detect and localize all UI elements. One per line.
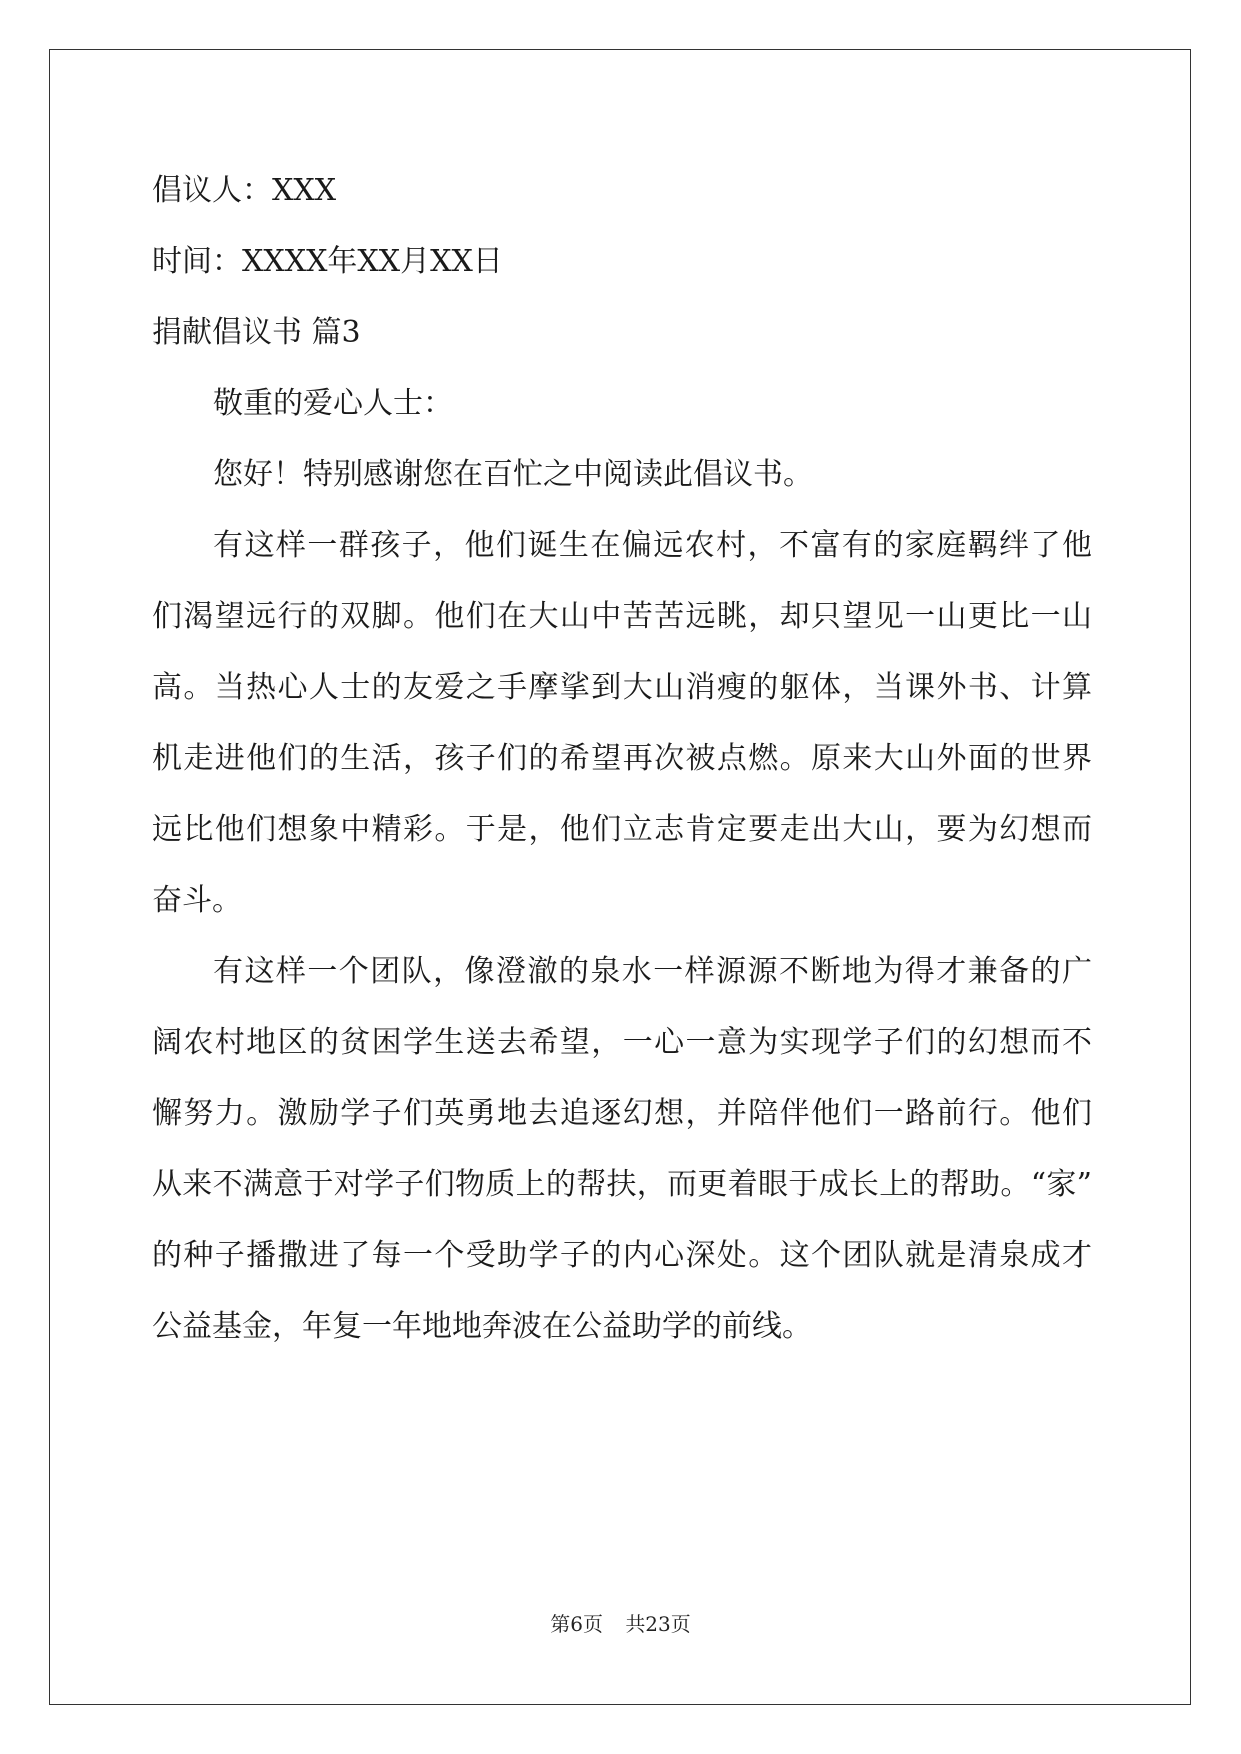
paragraph-1-line: 们渴望远行的双脚。他们在大山中苦苦远眺，却只望见一山更比一山: [152, 599, 1092, 634]
paragraph-2-line: 公益基金，年复一年地地奔波在公益助学的前线。: [152, 1309, 812, 1344]
section-title: 捐献倡议书 篇3: [152, 315, 361, 350]
page-footer: [0, 1608, 1241, 1637]
paragraph-2-line: 从来不满意于对学子们物质上的帮扶，而更着眼于成长上的帮助。“家”: [152, 1167, 1092, 1202]
page-border: [49, 49, 1191, 1705]
total-pages: 共23页: [625, 1612, 691, 1636]
paragraph-1-line: 奋斗。: [152, 883, 242, 918]
paragraph-2-line: 的种子播撒进了每一个受助学子的内心深处。这个团队就是清泉成才: [152, 1238, 1092, 1273]
paragraph-1-line: 有这样一群孩子，他们诞生在偏远农村，不富有的家庭羁绊了他: [213, 528, 1092, 563]
page-number: 第6页: [550, 1612, 603, 1636]
initiator-line: 倡议人：XXX: [152, 173, 337, 208]
paragraph-2-line: 有这样一个团队，像澄澈的泉水一样源源不断地为得才兼备的广: [213, 954, 1092, 989]
salutation: 敬重的爱心人士：: [213, 386, 453, 421]
paragraph-2-line: 懈努力。激励学子们英勇地去追逐幻想，并陪伴他们一路前行。他们: [152, 1096, 1092, 1131]
time-line: 时间：XXXX年XX月XX日: [152, 244, 503, 279]
paragraph-1-line: 机走进他们的生活，孩子们的希望再次被点燃。原来大山外面的世界: [152, 741, 1092, 776]
paragraph-1-line: 高。当热心人士的友爱之手摩挲到大山消瘦的躯体，当课外书、计算: [152, 670, 1092, 705]
paragraph-1-line: 远比他们想象中精彩。于是，他们立志肯定要走出大山，要为幻想而: [152, 812, 1092, 847]
greeting: 您好！特别感谢您在百忙之中阅读此倡议书。: [213, 457, 813, 492]
paragraph-2-line: 阔农村地区的贫困学生送去希望，一心一意为实现学子们的幻想而不: [152, 1025, 1092, 1060]
